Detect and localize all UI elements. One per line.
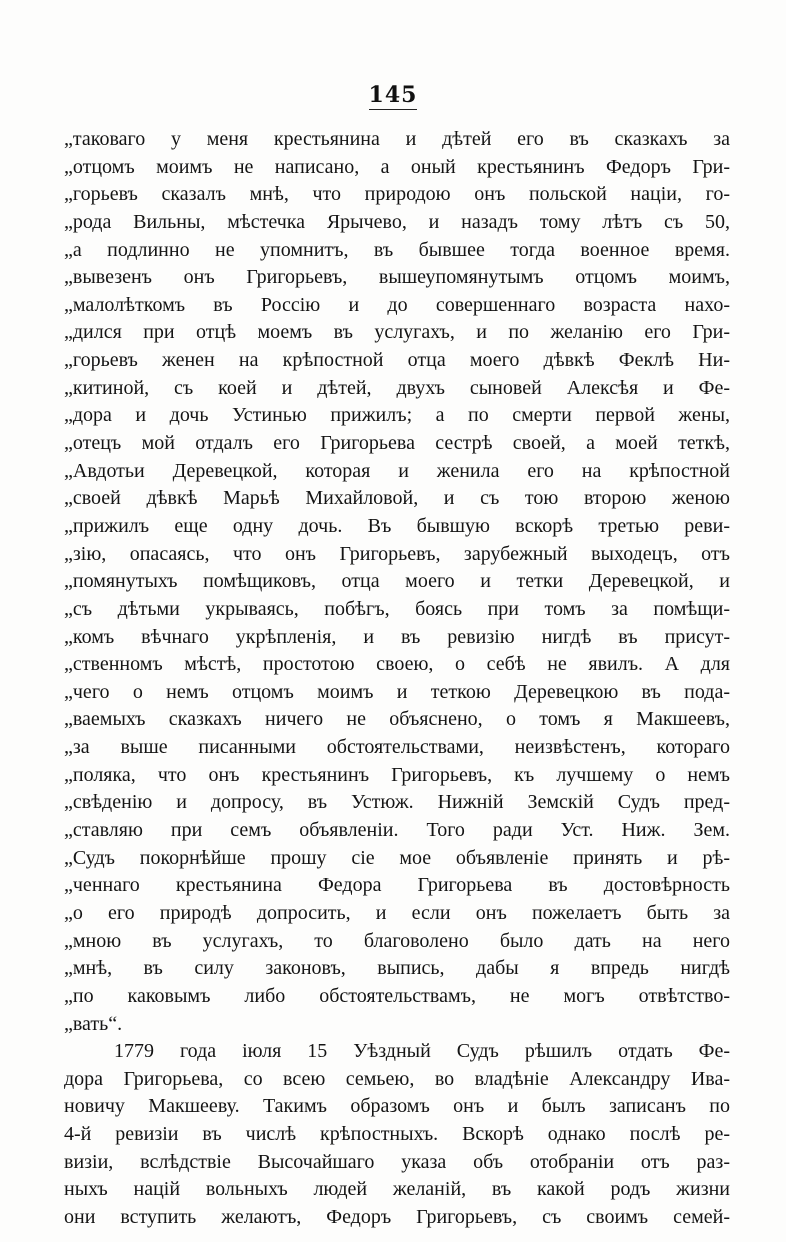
paragraph-line: новичу Макшееву. Такимъ образомъ онъ и былъ записанъ по [64, 1095, 730, 1118]
text-line: „чего о немъ отцомъ моимъ и теткою Деревецкою въ пода- [64, 680, 730, 703]
text-line: „отцомъ моимъ не написано, а оный крестьянинъ Федоръ Гри- [64, 155, 730, 178]
text-line: „своей дѣвкѣ Марьѣ Михайловой, и съ тою второю женою [64, 487, 730, 510]
text-line: „а подлинно не упомнитъ, въ бывшее тогда военное время. [64, 238, 730, 261]
text-line: „свѣденію и допросу, въ Устюж. Нижній Земскій Судъ пред- [64, 791, 730, 814]
paragraph-line: дора Григорьева, со всею семьею, во владѣніе Александру Ива- [64, 1067, 730, 1090]
text-line: „ваемыхъ сказкахъ ничего не объяснено, о томъ я Макшеевъ, [64, 708, 730, 731]
text-line: „Авдотьи Деревецкой, которая и женила его на крѣпостной [64, 459, 730, 482]
text-line: „съ дѣтьми укрываясь, побѣгъ, боясь при томъ за помѣщи- [64, 597, 730, 620]
page-number: 145 [368, 82, 418, 108]
text-line: „ставляю при семъ объявленіи. Того ради Уст. Ниж. Зем. [64, 819, 730, 842]
text-line: „ственномъ мѣстѣ, простотою своею, о себѣ не явилъ. А для [64, 653, 730, 676]
text-line: „дился при отцѣ моемъ въ услугахъ, и по желанію его Гри- [64, 321, 730, 344]
paragraph-line: ныхъ націй вольныхъ людей желаній, въ какой родъ жизни [64, 1178, 730, 1201]
text-line: „вывезенъ онъ Григорьевъ, вышеупомянутымъ отцомъ моимъ, [64, 266, 730, 289]
paragraph-line: они вступить желаютъ, Федоръ Григорьевъ, съ своимъ семей- [64, 1205, 730, 1228]
text-line: „мнѣ, въ силу законовъ, выпись, дабы я впредь нигдѣ [64, 957, 730, 980]
text-line: „по каковымъ либо обстоятельствамъ, не могъ отвѣтство- [64, 984, 730, 1007]
text-line: „вать“. [64, 1012, 123, 1035]
text-line: „комъ вѣчнаго укрѣпленія, и въ ревизію нигдѣ въ присут- [64, 625, 730, 648]
text-line: „поляка, что онъ крестьянинъ Григорьевъ, къ лучшему о немъ [64, 763, 730, 786]
text-line: „горьевъ женен на крѣпостной отца моего дѣвкѣ Феклѣ Ни- [64, 349, 730, 372]
text-line: „за выше писанными обстоятельствами, неизвѣстенъ, котораго [64, 736, 730, 759]
text-line: „прижилъ еще одну дочь. Въ бывшую вскорѣ третью реви- [64, 514, 730, 537]
paragraph-line: 1779 года іюля 15 Уѣздный Судъ рѣшилъ отдать Фе- [114, 1040, 730, 1063]
text-line: „ченнаго крестьянина Федора Григорьева въ достовѣрность [64, 874, 730, 897]
text-line: „о его природѣ допросить, и если онъ пожелаетъ быть за [64, 901, 730, 924]
text-line: „отецъ мой отдалъ его Григорьева сестрѣ своей, а моей теткѣ, [64, 432, 730, 455]
text-line: „малолѣткомъ въ Россію и до совершеннаго возраста нахо- [64, 293, 730, 316]
text-line: „помянутыхъ помѣщиковъ, отца моего и тетки Деревецкой, и [64, 570, 730, 593]
text-line: „китиной, съ коей и дѣтей, двухъ сыновей Алексѣя и Фе- [64, 376, 730, 399]
text-line: „таковаго у меня крестьянина и дѣтей его въ сказкахъ за [64, 128, 730, 150]
text-line: „зію, опасаясь, что онъ Григорьевъ, зарубежный выходецъ, отъ [64, 542, 730, 565]
text-line: „горьевъ сказалъ мнѣ, что природою онъ польской націи, го- [64, 183, 730, 206]
text-line: „дора и дочь Устинью прижилъ; а по смерти первой жены, [64, 404, 730, 427]
paragraph-line: визіи, вслѣдствіе Высочайшаго указа объ отобраніи отъ раз- [64, 1150, 730, 1173]
body-text [64, 126, 730, 1232]
text-line: „рода Вильны, мѣстечка Ярычево, и назадъ тому лѣтъ съ 50, [64, 210, 730, 233]
paragraph-line: 4-й ревизіи въ числѣ крѣпостныхъ. Вскорѣ однако послѣ ре- [64, 1123, 730, 1146]
text-line: „Судъ покорнѣйше прошу сіе мое объявленіе принять и рѣ- [64, 846, 730, 869]
text-line: „мною въ услугахъ, то благоволено было дать на него [64, 929, 730, 952]
